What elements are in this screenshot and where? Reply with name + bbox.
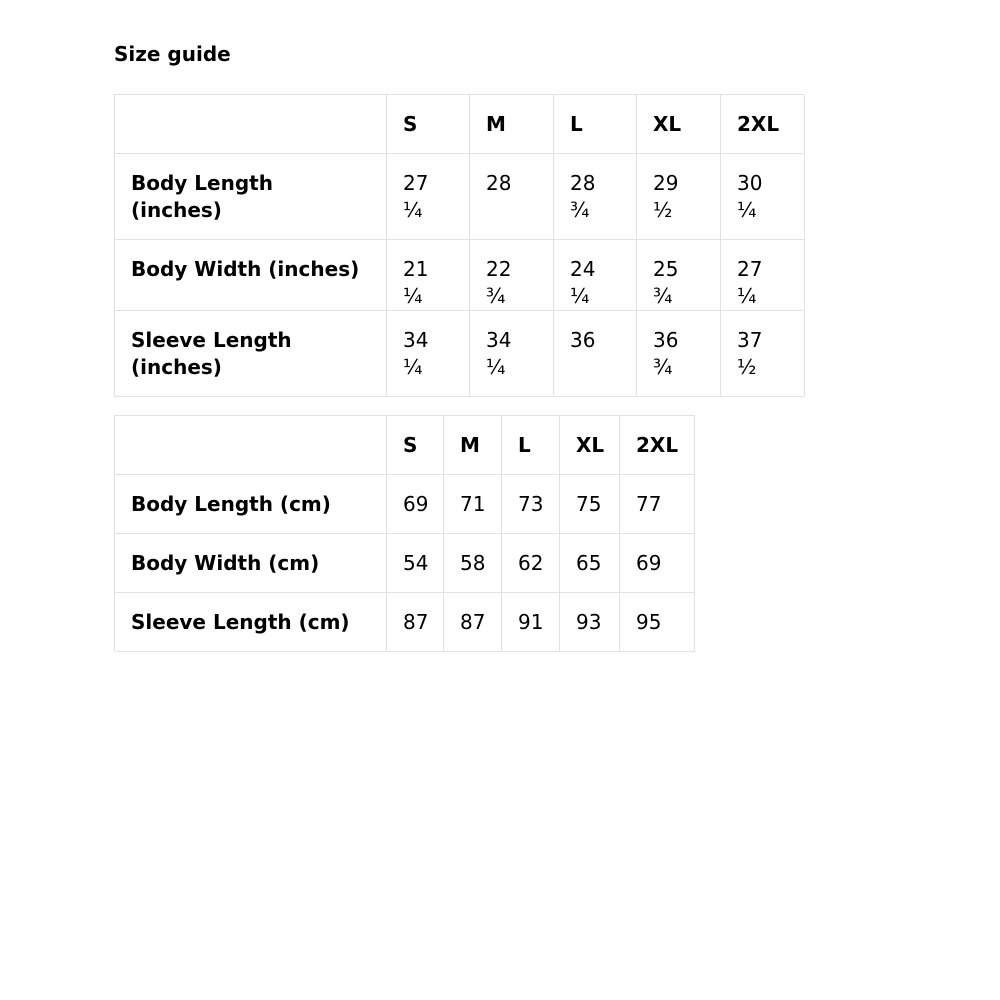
table-cell: 34 ¼: [387, 311, 470, 397]
table-cell: 28 ¾: [554, 154, 637, 240]
size-header-xl: XL: [560, 416, 620, 475]
size-header-s: S: [387, 95, 470, 154]
table-cell: 87: [387, 593, 444, 652]
size-header-2xl: 2XL: [721, 95, 805, 154]
table-row: [115, 154, 805, 240]
table-header-row: [115, 416, 695, 475]
table-cell: 58: [444, 534, 502, 593]
table-cell: 62: [502, 534, 560, 593]
table-cell: 21 ¼: [387, 240, 470, 311]
table-cell: 36: [554, 311, 637, 397]
table-cell: 73: [502, 475, 560, 534]
table-cell: 69: [387, 475, 444, 534]
table-cell: 24 ¼: [554, 240, 637, 311]
table-cell: 69: [620, 534, 695, 593]
size-table-inches: [114, 94, 805, 397]
size-header-l: L: [502, 416, 560, 475]
table-cell: 87: [444, 593, 502, 652]
table-cell: 27 ¼: [721, 240, 805, 311]
table-cell: 28: [470, 154, 554, 240]
table-row: [115, 311, 805, 397]
table-cell: 30 ¼: [721, 154, 805, 240]
table-cell: 25 ¾: [637, 240, 721, 311]
table-cell: 29 ½: [637, 154, 721, 240]
size-header-l: L: [554, 95, 637, 154]
corner-cell: [115, 416, 387, 475]
row-label: Body Width (inches): [115, 240, 387, 311]
row-label: Body Length (inches): [115, 154, 387, 240]
table-header-row: [115, 95, 805, 154]
size-header-s: S: [387, 416, 444, 475]
table-cell: 91: [502, 593, 560, 652]
table-cell: 34 ¼: [470, 311, 554, 397]
size-table-cm: [114, 415, 695, 652]
row-label: Sleeve Length (inches): [115, 311, 387, 397]
row-label: Sleeve Length (cm): [115, 593, 387, 652]
table-cell: 75: [560, 475, 620, 534]
table-cell: 95: [620, 593, 695, 652]
table-cell: 22 ¾: [470, 240, 554, 311]
table-cell: 71: [444, 475, 502, 534]
table-row: [115, 534, 695, 593]
corner-cell: [115, 95, 387, 154]
table-row: [115, 593, 695, 652]
table-row: [115, 240, 805, 311]
table-cell: 65: [560, 534, 620, 593]
row-label: Body Length (cm): [115, 475, 387, 534]
row-label: Body Width (cm): [115, 534, 387, 593]
table-cell: 27 ¼: [387, 154, 470, 240]
size-header-m: M: [470, 95, 554, 154]
table-cell: 54: [387, 534, 444, 593]
table-cell: 77: [620, 475, 695, 534]
size-header-2xl: 2XL: [620, 416, 695, 475]
size-header-m: M: [444, 416, 502, 475]
table-cell: 36 ¾: [637, 311, 721, 397]
size-header-xl: XL: [637, 95, 721, 154]
table-cell: 37 ½: [721, 311, 805, 397]
table-row: [115, 475, 695, 534]
page-title: Size guide: [114, 42, 231, 66]
table-cell: 93: [560, 593, 620, 652]
